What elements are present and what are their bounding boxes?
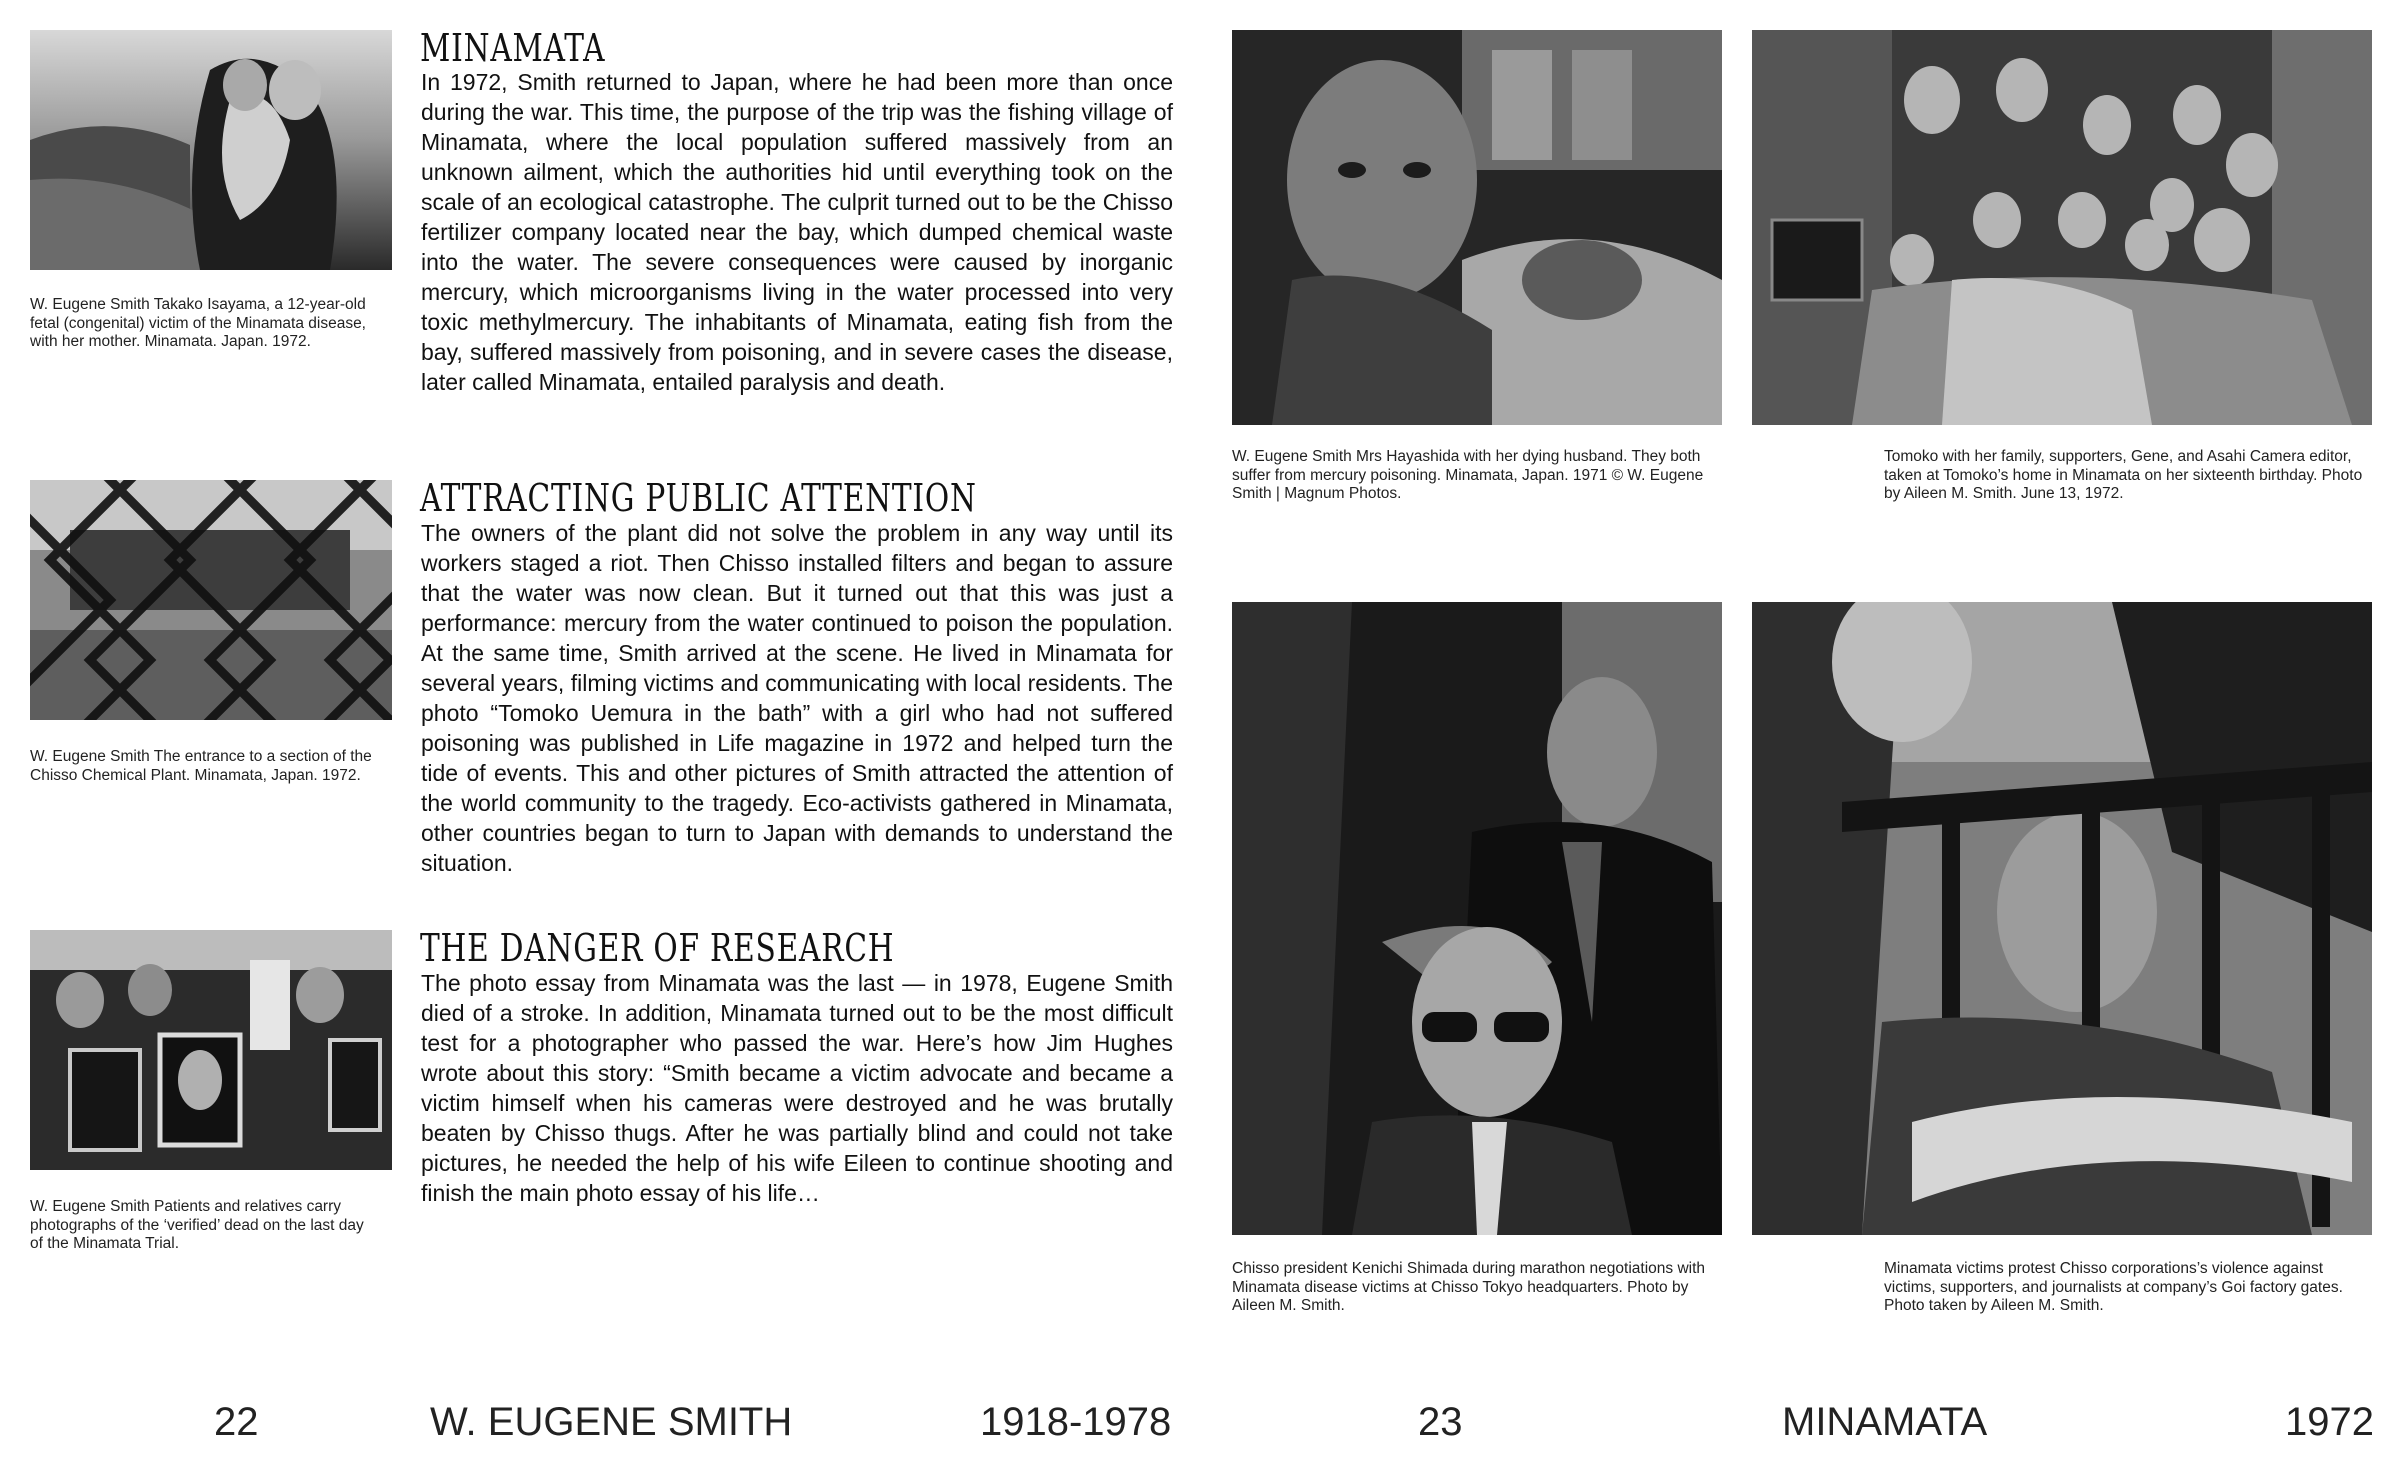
caption-tomoko-birthday: Tomoko with her family, supporters, Gene, and Asahi Camera editor, taken at Tomoko’s home in Minamata on her sixteenth birthday. Photo by Aileen M. Smith. June 13, 1972. [1884,448,2363,502]
photo-mrs-hayashida [1232,30,1722,425]
photo-victims-protest [1752,602,2372,1235]
photo-chisso-president [1232,602,1722,1235]
footer-page-number-left: 22 [214,1400,259,1444]
photo-mother-and-child [30,30,392,270]
heading-attracting-public-attention: ATTRACTING PUBLIC ATTENTION [420,476,977,520]
caption-chisso-president: Chisso president Kenichi Shimada during marathon negotiations with Minamata disease victims at Chisso Tokyo headquarters. Photo by Aileen M. Smith. [1232,1260,1706,1314]
photo-tomoko-birthday [1752,30,2372,425]
body-danger-of-research: The photo essay from Minamata was the last — in 1978, Eugene Smith died of a stroke. In addition, Minamata turned out to be the most difficult test for a photographer who passed the war. Here’s how Jim Hughes wrote about this story: “Smith became a victim advocate and became a victim himself when his cameras were destroyed and he was brutally beaten by Chisso thugs. After he was partially blind and could not take pictures, he needed the help of his wife Eileen to continue shooting and finish the main photo essay of his life… [421,970,1173,1206]
footer-title-left: W. EUGENE SMITH [430,1400,793,1444]
caption-victims-protest: Minamata victims protest Chisso corporations’s violence against victims, supporters, and journalists at company’s Goi factory gates. Photo taken by Aileen M. Smith. [1884,1260,2343,1314]
footer-page-number-right: 23 [1418,1400,1463,1444]
heading-minamata: MINAMATA [420,26,606,70]
body-attracting-public-attention: The owners of the plant did not solve the problem in any way until its workers staged a riot. Then Chisso installed filters and began to assure that the water was now clean. But it turned out that this was just a performance: mercury from the water continued to poison the population. At the same time, Smith arrived at the scene. He lived in Minamata for several years, filming victims and communicating with local residents. The photo “Tomoko Uemura in the bath” with a girl who had not suffered poisoning was published in Life magazine in 1972 and helped turn the tide of events. This and other pictures of Smith attracted the attention of the world community to the tragedy. Eco-activists gathered in Minamata, other countries began to turn to Japan with demands to understand the situation. [421,520,1173,876]
footer-year-right: 1972 [2285,1400,2374,1444]
caption-chisso-plant-entrance: W. Eugene Smith The entrance to a section of the Chisso Chemical Plant. Minamata, Japan. 1972. [30,748,372,784]
footer-title-right: MINAMATA [1782,1400,1988,1444]
caption-mother-and-child: W. Eugene Smith Takako Isayama, a 12-year-old fetal (congenital) victim of the Minamata disease, with her mother. Minamata. Japan. 1972. [30,296,366,350]
photo-trial-procession [30,930,392,1170]
body-minamata: In 1972, Smith returned to Japan, where he had been more than once during the war. This time, the purpose of the trip was the fishing village of Minamata, where the local population suffered massively from an unknown ailment, which the authorities hid until everything took on the scale of an ecological catastrophe. The culprit turned out to be the Chisso fertilizer company located near the bay, which dumped chemical waste into the water. The severe consequences were caused by inorganic mercury, which microorganisms living in the water processed into very toxic methylmercury. The inhabitants of Minamata, eating fish from the bay, suffered massively from poisoning, and in severe cases the disease, later called Minamata, entailed paralysis and death. [421,69,1173,395]
photo-chisso-plant-entrance [30,480,392,720]
caption-trial-procession: W. Eugene Smith Patients and relatives carry photographs of the ‘verified’ dead on the last day of the Minamata Trial. [30,1198,364,1252]
footer-years-left: 1918-1978 [980,1400,1172,1444]
heading-danger-of-research: THE DANGER OF RESEARCH [420,926,895,970]
caption-mrs-hayashida: W. Eugene Smith Mrs Hayashida with her dying husband. They both suffer from mercury poisoning. Minamata, Japan. 1971 © W. Eugene Smith | Magnum Photos. [1232,448,1704,502]
